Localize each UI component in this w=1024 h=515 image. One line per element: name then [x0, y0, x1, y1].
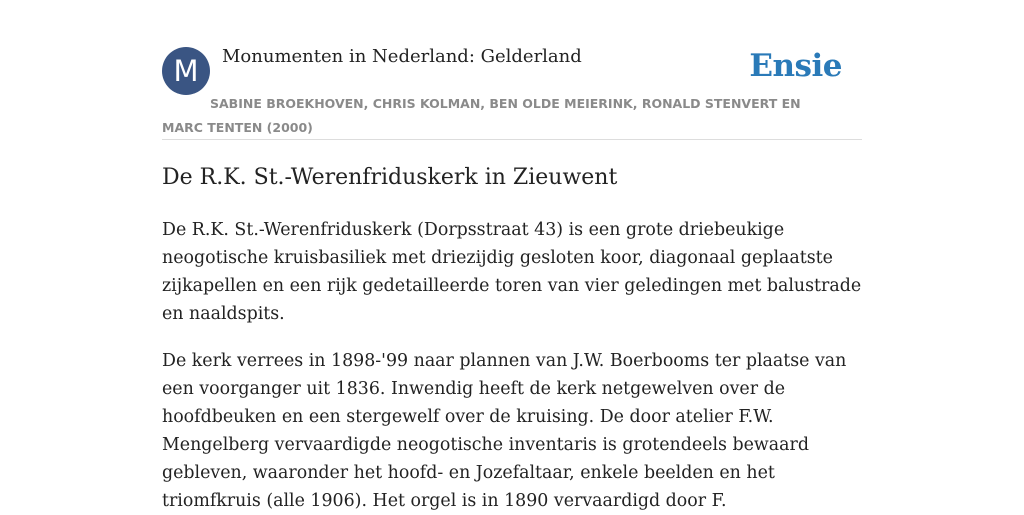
entry-header [162, 40, 862, 140]
header-divider [162, 139, 862, 140]
entry-card [162, 40, 862, 515]
article-paragraph: De R.K. St.-Werenfriduskerk (Dorpsstraat 43) is een grote driebeukige neogotische kruisbasiliek met driezijdig gesloten koor, diagonaal geplaatste zijkapellen en een rijk gedetailleerde toren van vier geledingen met balustrade en naaldspits. [162, 220, 862, 324]
article-title: De R.K. St.-Werenfriduskerk in Zieuwent [162, 165, 618, 190]
authors-line: SABINE BROEKHOVEN, CHRIS KOLMAN, BEN OLDE MEIERINK, RONALD STENVERT EN MARC TENTEN (2000) [162, 96, 801, 135]
brand-logo[interactable]: Ensie [749, 48, 842, 84]
book-title[interactable]: Monumenten in Nederland: Gelderland [222, 46, 582, 67]
avatar[interactable]: M [162, 47, 210, 95]
article-paragraph: De kerk verrees in 1898-'99 naar plannen van J.W. Boerbooms ter plaatse van een voorganger uit 1836. Inwendig heeft de kerk netgewelven over de hoofdbeuken en een stergewelf over de kruising. De door atelier F.W. Mengelberg vervaardigde neogotische inventaris is grotendeels bewaard gebleven, waaronder het hoofd- en Jozefaltaar, enkele beelden en het triomfkruis (alle 1906). Het orgel is in 1890 vervaardigd door F. [162, 351, 847, 511]
